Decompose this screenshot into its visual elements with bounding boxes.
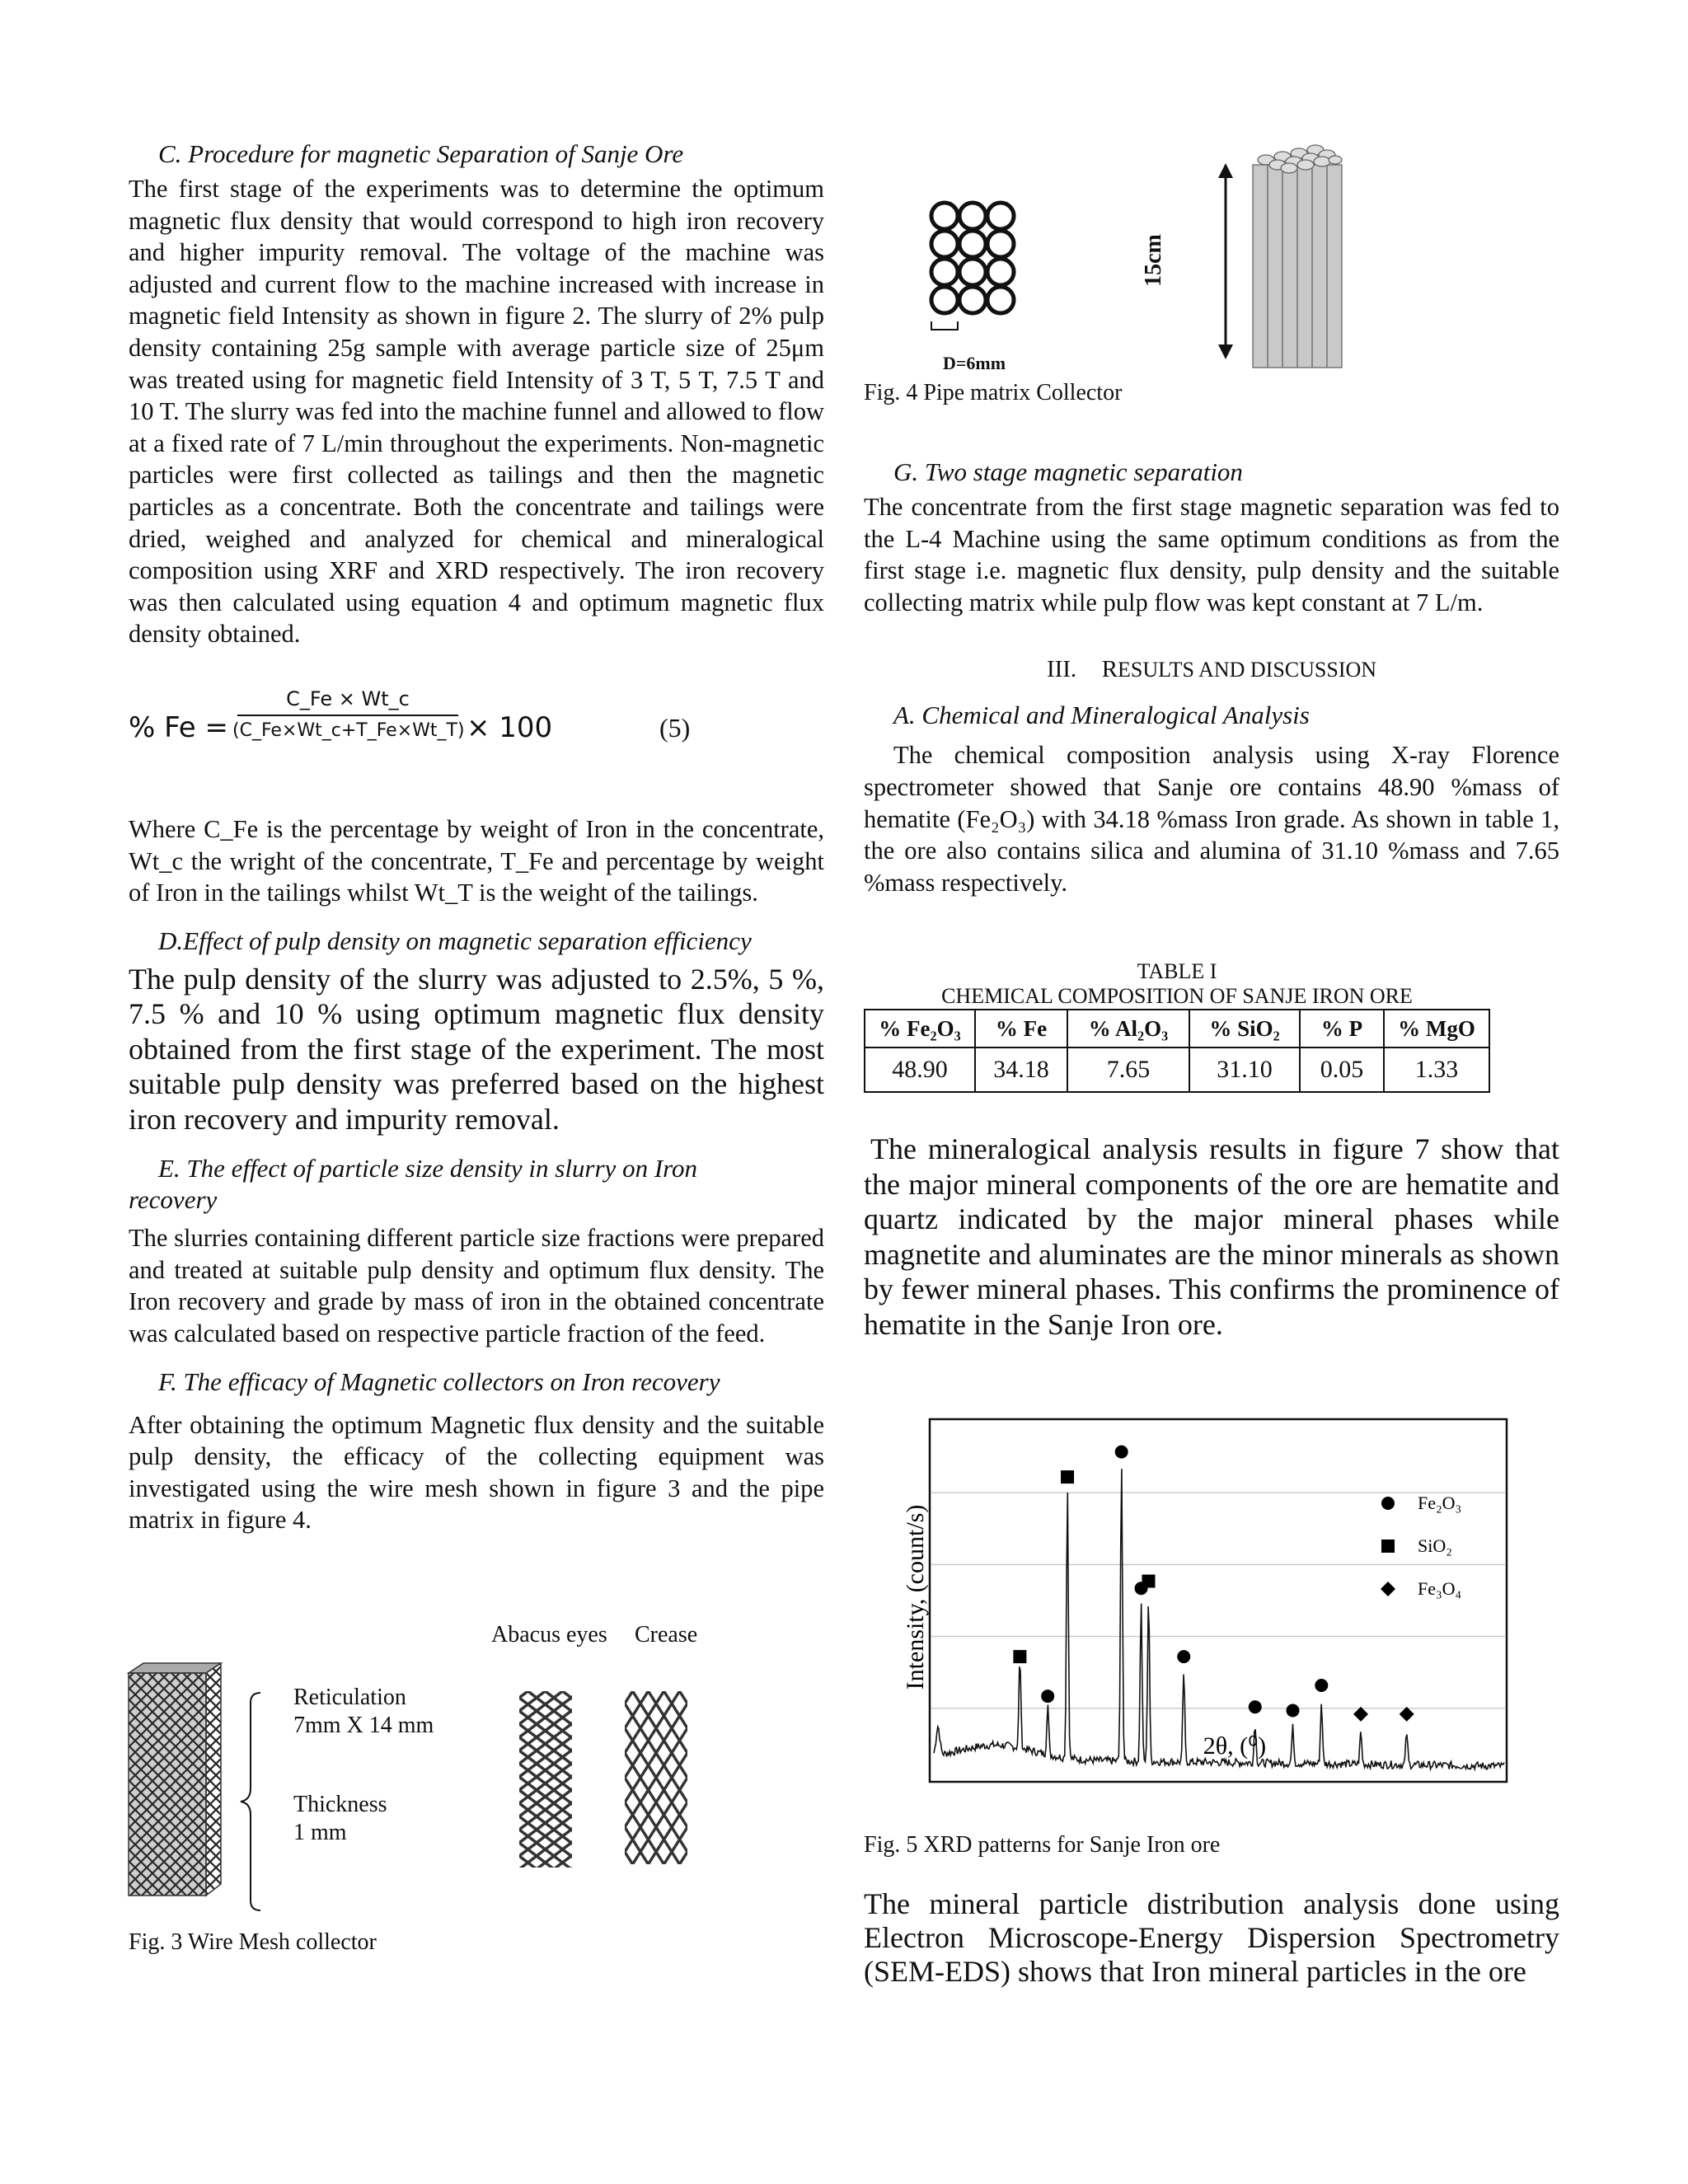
sec-f-paragraph: After obtaining the optimum Magnetic flux density and the suitable pulp density, the efficacy of the collecting equipment was investigated using the wire mesh shown in figure 3 and the pipe matrix in figure 4. [129, 1410, 824, 1535]
sec-e-heading-line2: recovery [129, 1185, 218, 1215]
left-column [129, 138, 824, 1536]
fig3-reticulation-line2: 7mm X 14 mm [293, 1713, 434, 1738]
right-text-block-1 [864, 457, 1559, 898]
table-cell: 34.18 [975, 1047, 1067, 1092]
legend-label: Fe₃O₄ [1418, 1578, 1462, 1599]
fig4-caption: Fig. 4 Pipe matrix Collector [864, 380, 1123, 405]
sec-c-paragraph: The first stage of the experiments was to determine the optimum magnetic flux density that would correspond to high iron recovery and higher impurity removal. The voltage of the machine was adjusted and current flow to the machine increased with increase in magnetic field Intensity as shown in figure 2. The slurry of 2% pulp density containing 25g sample with average particle size of 25μm was treated using for magnetic field Intensity of 3 T, 5 T, 7.5 T and 10 T. The slurry was fed into the machine funnel and allowed to flow at a fixed rate of 7 L/min throughout the experiments. Non-magnetic particles were first collected as tailings and then the magnetic particles as a concentrate. Both the concentrate and tailings were dried, weighed and analyzed for chemical and mineralogical composition using XRF and XRD respectively. The iron recovery was then calculated using equation 4 and optimum magnetic flux density obtained. [129, 175, 824, 649]
table-row [865, 1047, 1489, 1092]
table-1 [864, 959, 1490, 1093]
sec-f-heading: F. The efficacy of Magnetic collectors on Iron recovery [158, 1366, 720, 1396]
peak-marker [1286, 1704, 1299, 1718]
sec-e-heading-line1: E. The effect of particle size density in slurry on Iron [158, 1154, 698, 1183]
figure-5 [893, 1416, 1520, 1787]
sec-d-paragraph: The pulp density of the slurry was adjusted to 2.5%, 5 %, 7.5 % and 10 % using optimum magnetic flux density obtained from the first stage of the experiment. The most suitable pulp density was preferred based on the highest iron recovery and impurity removal. [129, 962, 824, 1136]
table-cell: 7.65 [1067, 1047, 1189, 1092]
plot-frame [930, 1419, 1507, 1782]
equation-number: (5) [659, 712, 691, 743]
table-cell: 0.05 [1300, 1047, 1384, 1092]
legend-marker [1381, 1497, 1395, 1510]
fig3-caption: Fig. 3 Wire Mesh collector [129, 1929, 377, 1955]
fig3-thickness-line1: Thickness [293, 1792, 387, 1817]
table-cell: 31.10 [1189, 1047, 1300, 1092]
table-1-label: TABLE I [1137, 959, 1217, 983]
peak-marker [1013, 1650, 1026, 1663]
table-cell: 48.90 [865, 1047, 975, 1092]
legend-label: Fe₂O₃ [1418, 1493, 1462, 1513]
y-axis-label: Intensity, (count/s) [902, 1504, 929, 1690]
table-header-cell: % SiO₂ [1189, 1010, 1300, 1047]
sec-g-heading: G. Two stage magnetic separation [893, 457, 1243, 486]
peak-marker [1061, 1470, 1074, 1483]
figure-3 [124, 1615, 750, 1961]
xrd-chart [893, 1416, 1520, 1787]
fig3-label-abacus: Abacus eyes [491, 1622, 607, 1647]
equation-numerator: C_Fe × Wt_c [286, 687, 410, 710]
peak-marker [1115, 1446, 1128, 1459]
table-cell: 1.33 [1384, 1047, 1489, 1092]
bracket [239, 1691, 264, 1914]
figure-4 [864, 140, 1559, 412]
table-header-cell: % Fe [975, 1010, 1067, 1047]
equation-denominator: (C_Fe×Wt_c+T_Fe×Wt_T) [232, 719, 465, 741]
equation-5 [129, 685, 824, 776]
fig4-diameter-label: D=6mm [943, 353, 1006, 373]
section-3-title-rest: ESULTS AND DISCUSSION [1118, 658, 1377, 682]
mineral-paragraph: The mineralogical analysis results in figure 7 show that the major mineral components of the ore are hematite and quartz indicated by the major mineral phases while magnetite and aluminates are the minor minerals as shown by fewer mineral phases. This confirms the prominence of hematite in the Sanje Iron ore. [864, 1132, 1559, 1341]
table-header-cell: % Fe₂O₃ [865, 1010, 975, 1047]
fig4-height-label: 15cm [1140, 234, 1166, 287]
where-paragraph: Where C_Fe is the percentage by weight of Iron in the concentrate, Wt_c the wright of the concentrate, T_Fe and percentage by weight of Iron in the tailings whilst Wt_T is the weight of the tailings. [129, 814, 824, 907]
equation-rhs: × 100 [467, 710, 553, 744]
sec-d-heading: D.Effect of pulp density on magnetic separation efficiency [158, 926, 752, 955]
legend-marker [1381, 1540, 1395, 1553]
section-3-title [864, 656, 1559, 683]
table-header-cell: % P [1300, 1010, 1384, 1047]
table-1-title: CHEMICAL COMPOSITION OF SANJE IRON ORE [941, 984, 1413, 1008]
x-axis-label: 2θ, (⁰) [1203, 1732, 1267, 1760]
sec-a-heading: A. Chemical and Mineralogical Analysis [893, 701, 1310, 730]
fig3-thickness-line2: 1 mm [293, 1820, 347, 1845]
table-header-cell: % MgO [1384, 1010, 1489, 1047]
pipe-cross-section-image [926, 198, 1034, 368]
peak-marker [1249, 1700, 1262, 1713]
peak-marker [1142, 1575, 1155, 1588]
table-header-cell: % Al₂O₃ [1067, 1010, 1189, 1047]
peak-marker [1177, 1650, 1190, 1663]
sem-paragraph: The mineral particle distribution analysis done using Electron Microscope-Energy Dispersion Spectrometry (SEM-EDS) shows that Iron mineral particles in the ore [864, 1887, 1559, 1988]
peak-marker [1315, 1679, 1328, 1692]
table-header-row [865, 1010, 1489, 1047]
peak-marker [1041, 1690, 1054, 1703]
sec-e-paragraph: The slurries containing different particle size fractions were prepared and treated at suitable pulp density and optimum flux density. The Iron recovery and grade by mass of iron in the obtained concentrate was calculated based on respective particle fraction of the feed. [129, 1224, 824, 1347]
fig3-label-crease: Crease [635, 1622, 698, 1647]
table-1-grid [864, 1009, 1490, 1093]
abacus-eyes-mesh-image [519, 1691, 572, 1868]
sec-g-paragraph: The concentrate from the first stage magnetic separation was fed to the L-4 Machine using the same optimum conditions as from the first stage i.e. magnetic flux density, pulp density and the suitable collecting matrix while pulp flow was kept constant at 7 L/m. [864, 493, 1559, 616]
crease-mesh-image [625, 1691, 687, 1864]
wire-mesh-block-image [124, 1660, 231, 1907]
section-3-numeral: III. [1046, 656, 1077, 683]
pipe-bundle-image [1203, 140, 1352, 379]
sec-a-paragraph: The chemical composition analysis using X-ray Florence spectrometer showed that Sanje ore contains 48.90 %mass of hematite (Fe₂O₃) with 34.18 %mass Iron grade. As shown in table 1, the ore also contains silica and alumina of 31.10 %mass and 7.65 %mass respectively. [864, 741, 1559, 897]
equation-lhs: % Fe = [129, 710, 229, 744]
section-3-title-initial: R [1101, 656, 1118, 683]
fraction-bar [237, 715, 458, 716]
fig5-caption: Fig. 5 XRD patterns for Sanje Iron ore [864, 1832, 1221, 1858]
legend-label: SiO₂ [1418, 1535, 1452, 1556]
equation-fraction [232, 685, 463, 744]
fig3-reticulation-line1: Reticulation [293, 1685, 406, 1710]
sec-c-heading: C. Procedure for magnetic Separation of Sanje Ore [158, 139, 684, 168]
